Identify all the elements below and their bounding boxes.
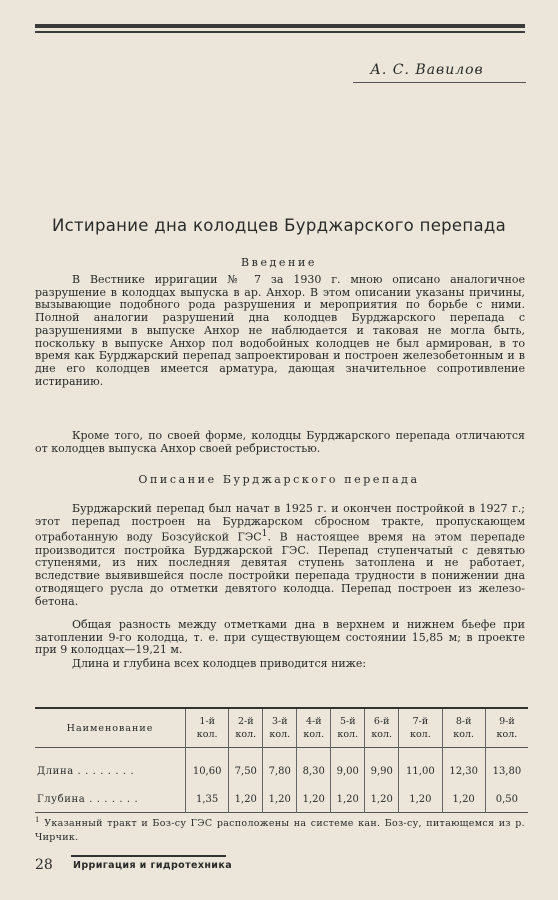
well-number: 8-й <box>455 716 472 727</box>
table-cell: 10,60 <box>186 748 229 787</box>
section-heading-description: Описание Бурджарского перепада <box>138 473 420 486</box>
article-title: Истирание дна колодцев Бурджарского перепада <box>52 216 506 235</box>
table-cell: 0,50 <box>485 786 528 813</box>
table-cell: 1,20 <box>263 786 297 813</box>
table-header-row <box>35 708 528 748</box>
journal-rule <box>71 855 226 857</box>
table-cell: 1,20 <box>297 786 331 813</box>
well-number: 7-й <box>412 716 429 727</box>
author-underline <box>353 82 526 83</box>
table-cell: 1,20 <box>331 786 365 813</box>
table-cell: 1,20 <box>442 786 485 813</box>
table-row-length <box>35 748 528 787</box>
well-number: 5-й <box>339 716 356 727</box>
page-number: 28 <box>35 857 53 873</box>
well-abbr: кол. <box>235 729 257 740</box>
description-paragraph-1-start: Бурджарский перепад был начат в 1925 г. и окончен постройкой в 1927 г.; этот перепад построен на Бурджарском сбросном тракте, пропускающем отработанную воду Бозсуйской ГЭС <box>35 502 525 545</box>
journal-name: Ирригация и гидротехника <box>73 860 233 871</box>
header-cell-well-9 <box>485 708 528 748</box>
well-abbr: кол. <box>496 729 518 740</box>
footnote-marker: 1 <box>35 816 40 824</box>
description-paragraph-3: Длина и глубина всех колодцев приводится ниже: <box>72 657 367 670</box>
header-cell-well-1 <box>186 708 229 748</box>
wells-dimensions-table <box>35 707 528 813</box>
well-number: 9-й <box>499 716 515 727</box>
header-rule-thick <box>35 24 525 28</box>
well-abbr: кол. <box>453 729 475 740</box>
header-cell-well-3 <box>263 708 297 748</box>
table-cell: 1,20 <box>399 786 442 813</box>
table-cell: 8,30 <box>297 748 331 787</box>
well-abbr: кол. <box>269 729 291 740</box>
well-number: 2-й <box>237 716 254 727</box>
table-cell: 1,20 <box>229 786 263 813</box>
footnote-reference: 1 <box>261 528 268 540</box>
description-paragraph-1-end: . В настоящее время на этом перепаде производится постройка Бурджарской ГЭС. Перепад ступенчатый с девятью ступенями, из них последняя девятая ступень затоплена и не работает, вследствие выявившейся после постройки перепада трудности в понижении дна отводящего русла до отметки девятого колодца. Перепад построен из железо-бетона. <box>35 531 525 608</box>
well-abbr: кол. <box>337 729 359 740</box>
table-cell: 1,35 <box>186 786 229 813</box>
footnote-text: Указанный тракт и Боз-су ГЭС расположены на системе кан. Боз-су, питающемся из р. Чирчик. <box>35 818 525 844</box>
header-cell-well-4 <box>297 708 331 748</box>
table-cell: 11,00 <box>399 748 442 787</box>
header-cell-well-7 <box>399 708 442 748</box>
intro-paragraph-2: Кроме того, по своей форме, колодцы Бурджарского перепада отличаются от колодцев выпуска Анхор своей ребристостью. <box>35 429 525 455</box>
table-cell: 1,20 <box>365 786 399 813</box>
table-cell: 12,30 <box>442 748 485 787</box>
well-number: 4-й <box>305 716 322 727</box>
header-rule-thin <box>35 31 525 33</box>
table-cell: 7,50 <box>229 748 263 787</box>
section-heading-intro: Введение <box>240 256 318 269</box>
footnote <box>35 813 525 845</box>
well-abbr: кол. <box>410 729 431 740</box>
table-cell: 7,80 <box>263 748 297 787</box>
table-cell: 9,00 <box>331 748 365 787</box>
row-label-depth: Глубина . . . . . . . <box>37 793 139 805</box>
well-number: 3-й <box>271 716 288 727</box>
header-cell-name: Наименование <box>66 722 154 734</box>
header-cell-well-2 <box>229 708 263 748</box>
well-number: 6-й <box>373 716 390 727</box>
description-paragraph-2: Общая разность между отметками дна в верхнем и нижнем бьефе при затоплении 9-го колодца, т. е. при существующем состоянии 15,85 м; в проекте при 9 колодцах—19,21 м. <box>35 618 525 657</box>
well-abbr: кол. <box>303 729 325 740</box>
intro-paragraph-1: В Вестнике ирригации № 7 за 1930 г. мною описано аналогичное разрушение в колодцах выпуска в ар. Анхор. В этом описании указаны причины, вызывающие подобного рода разрушения и мероприятия по борьбе с ними. Полной аналогии разрушений дна колодцев Бурджарского перепада с разрушениями в выпуске Анхор не наблюдается и таковая не могла быть, поскольку в выпуске Анхор пол водобойных колодцев не был армирован, в то время как Бурджарский перепад запроектирован и построен железобетонным и в дне его колодцев имеется арматура, дающая значительное сопротивление истиранию. <box>35 273 525 388</box>
well-abbr: кол. <box>371 729 393 740</box>
row-label-length: Длина . . . . . . . . <box>37 765 135 777</box>
table-row-depth <box>35 786 528 813</box>
table-cell: 9,90 <box>365 748 399 787</box>
header-cell-well-5 <box>331 708 365 748</box>
header-cell-well-8 <box>442 708 485 748</box>
header-cell-well-6 <box>365 708 399 748</box>
well-number: 1-й <box>199 716 215 727</box>
author-name: А. С. Вавилов <box>370 62 484 78</box>
well-abbr: кол. <box>196 729 218 740</box>
table-cell: 13,80 <box>485 748 528 787</box>
description-paragraph-1 <box>35 503 525 608</box>
